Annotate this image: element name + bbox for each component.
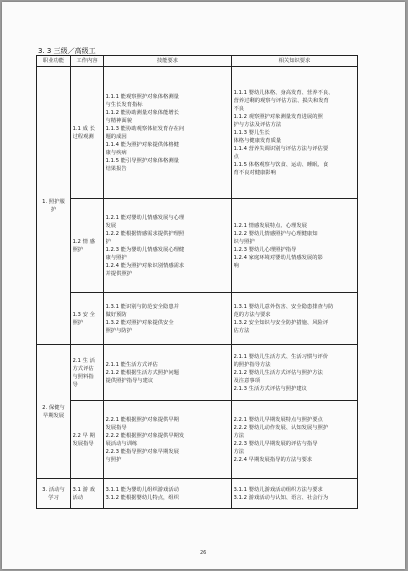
knowledge-cell: 1.3.1 婴幼儿意外伤害、安全隐患排查与防 范的方法与要求 1.3.2 安全知识与安全防护措施、风险评 估方法 — [232, 293, 358, 345]
content-cell-lifestyle: 2.1 生 活 方式评估 与照料指 导 — [71, 345, 104, 401]
content-cell-early-development: 2.2 早 期 发展指导 — [71, 401, 104, 479]
table-row — [37, 67, 358, 199]
knowledge-cell: 2.2.1 婴幼儿早期发展特点与照护要点 2.2.2 婴幼儿动作发展、认知发展与照护 方法 2.2.3 婴幼儿早期发展的评估与指导 方法 2.2.4 早期发展指导的方法与要求 — [232, 401, 358, 479]
content-cell-safety: 1.3 安 全 照护 — [71, 293, 104, 345]
header-content: 工作内容 — [71, 56, 104, 67]
skills-cell: 1.2.1 能对婴幼儿情感发展与心理 发展 1.2.2 能根据情感需求提供护理照 护 1.2.3 能为婴幼儿情感发展心理健 康与照护 1.2.4 能为照护对象识别情感需求 并提供照护 — [104, 199, 232, 293]
table-row — [37, 401, 358, 479]
content-cell-games: 3.1 游 戏 活动 — [71, 479, 104, 509]
page-number: 26 — [200, 550, 207, 556]
skill-requirements-table — [36, 55, 358, 509]
knowledge-cell: 1.1.1 婴幼儿体格、身高发育、营养不良、 营养过剩的观察与评估方法、损失和发育 不良 1.1.2 观察照护对象测量发育进展的照 护与方法及评估方法 1.1.3 婴儿生长 体格与健康发育质量 1.1.4 营养失调识别与评估方法与评估要 点 1.1.5 体格观察与饮食、运动、睡眠、食 育不良对健康影响 — [232, 67, 358, 199]
section-title: 3. 3 三级／高级工 — [38, 47, 96, 55]
header-skills: 技能要求 — [104, 56, 232, 67]
table-row — [37, 479, 358, 509]
skills-cell: 1.3.1 能识别与防范安全隐患并 做好预防 1.3.2 能对照护对象提供安全 照护与防护 — [104, 293, 232, 345]
knowledge-cell: 1.2.1 情感发展特点、心理发展 1.2.2 婴幼儿情感照护与心理健康知 识与照护 1.2.3 婴幼儿心理照护指导 1.2.4 家庭环境对婴幼儿情感发展的影 响 — [232, 199, 358, 293]
knowledge-cell: 2.1.1 婴幼儿生活方式、生活习惯与评价 的照护指导方法 2.1.2 婴幼儿生活方式评估与照护方法 及注意事项 2.1.3 生活方式评估与照护建议 — [232, 345, 358, 401]
document-page — [2, 2, 405, 569]
content-cell-growth: 1.1 成 长 过程观测 — [71, 67, 104, 199]
skills-cell: 2.2.1 能根据照护对象提供早期 发展指导 2.2.2 能根据照护对象提供早期发 展活动与训练 2.2.3 能指导照护对象早期发展 与照护 — [104, 401, 232, 479]
function-cell-health: 2. 保健与 早期发展 — [37, 345, 71, 479]
header-knowledge: 相关知识要求 — [232, 56, 358, 67]
content-cell-emotion: 1.2 情 感 照护 — [71, 199, 104, 293]
function-cell-activity: 3. 活动与 学习 — [37, 479, 71, 509]
header-function: 职业功能 — [37, 56, 71, 67]
table-row — [37, 293, 358, 345]
skills-cell: 1.1.1 能观察照护对象体格测量 与生长发育指标 1.1.2 能协助测量对象体能增长 与精神面貌 1.1.3 能协助观察体征发育存在问 题的成因 1.1.4 能为照护对象提供体格健 康与疾病 1.1.5 能引导照护对象体格测量 结果报告 — [104, 67, 232, 199]
table-row — [37, 345, 358, 401]
function-cell-care: 1. 照护服 护 — [37, 67, 71, 345]
skills-cell: 3.1.1 能为婴幼儿组织游戏活动 3.1.2 能根据婴幼儿特点，组织 — [104, 479, 232, 509]
table-header-row — [37, 56, 358, 67]
table-row — [37, 199, 358, 293]
skills-cell: 2.1.1 能生活方式评估 2.1.2 能根据生活方式照护问题 提供照护指导与建议 — [104, 345, 232, 401]
knowledge-cell: 3.1.1 婴幼儿游戏活动组织方法与要求 3.1.2 游戏活动与认知、语言、社会行为 — [232, 479, 358, 509]
